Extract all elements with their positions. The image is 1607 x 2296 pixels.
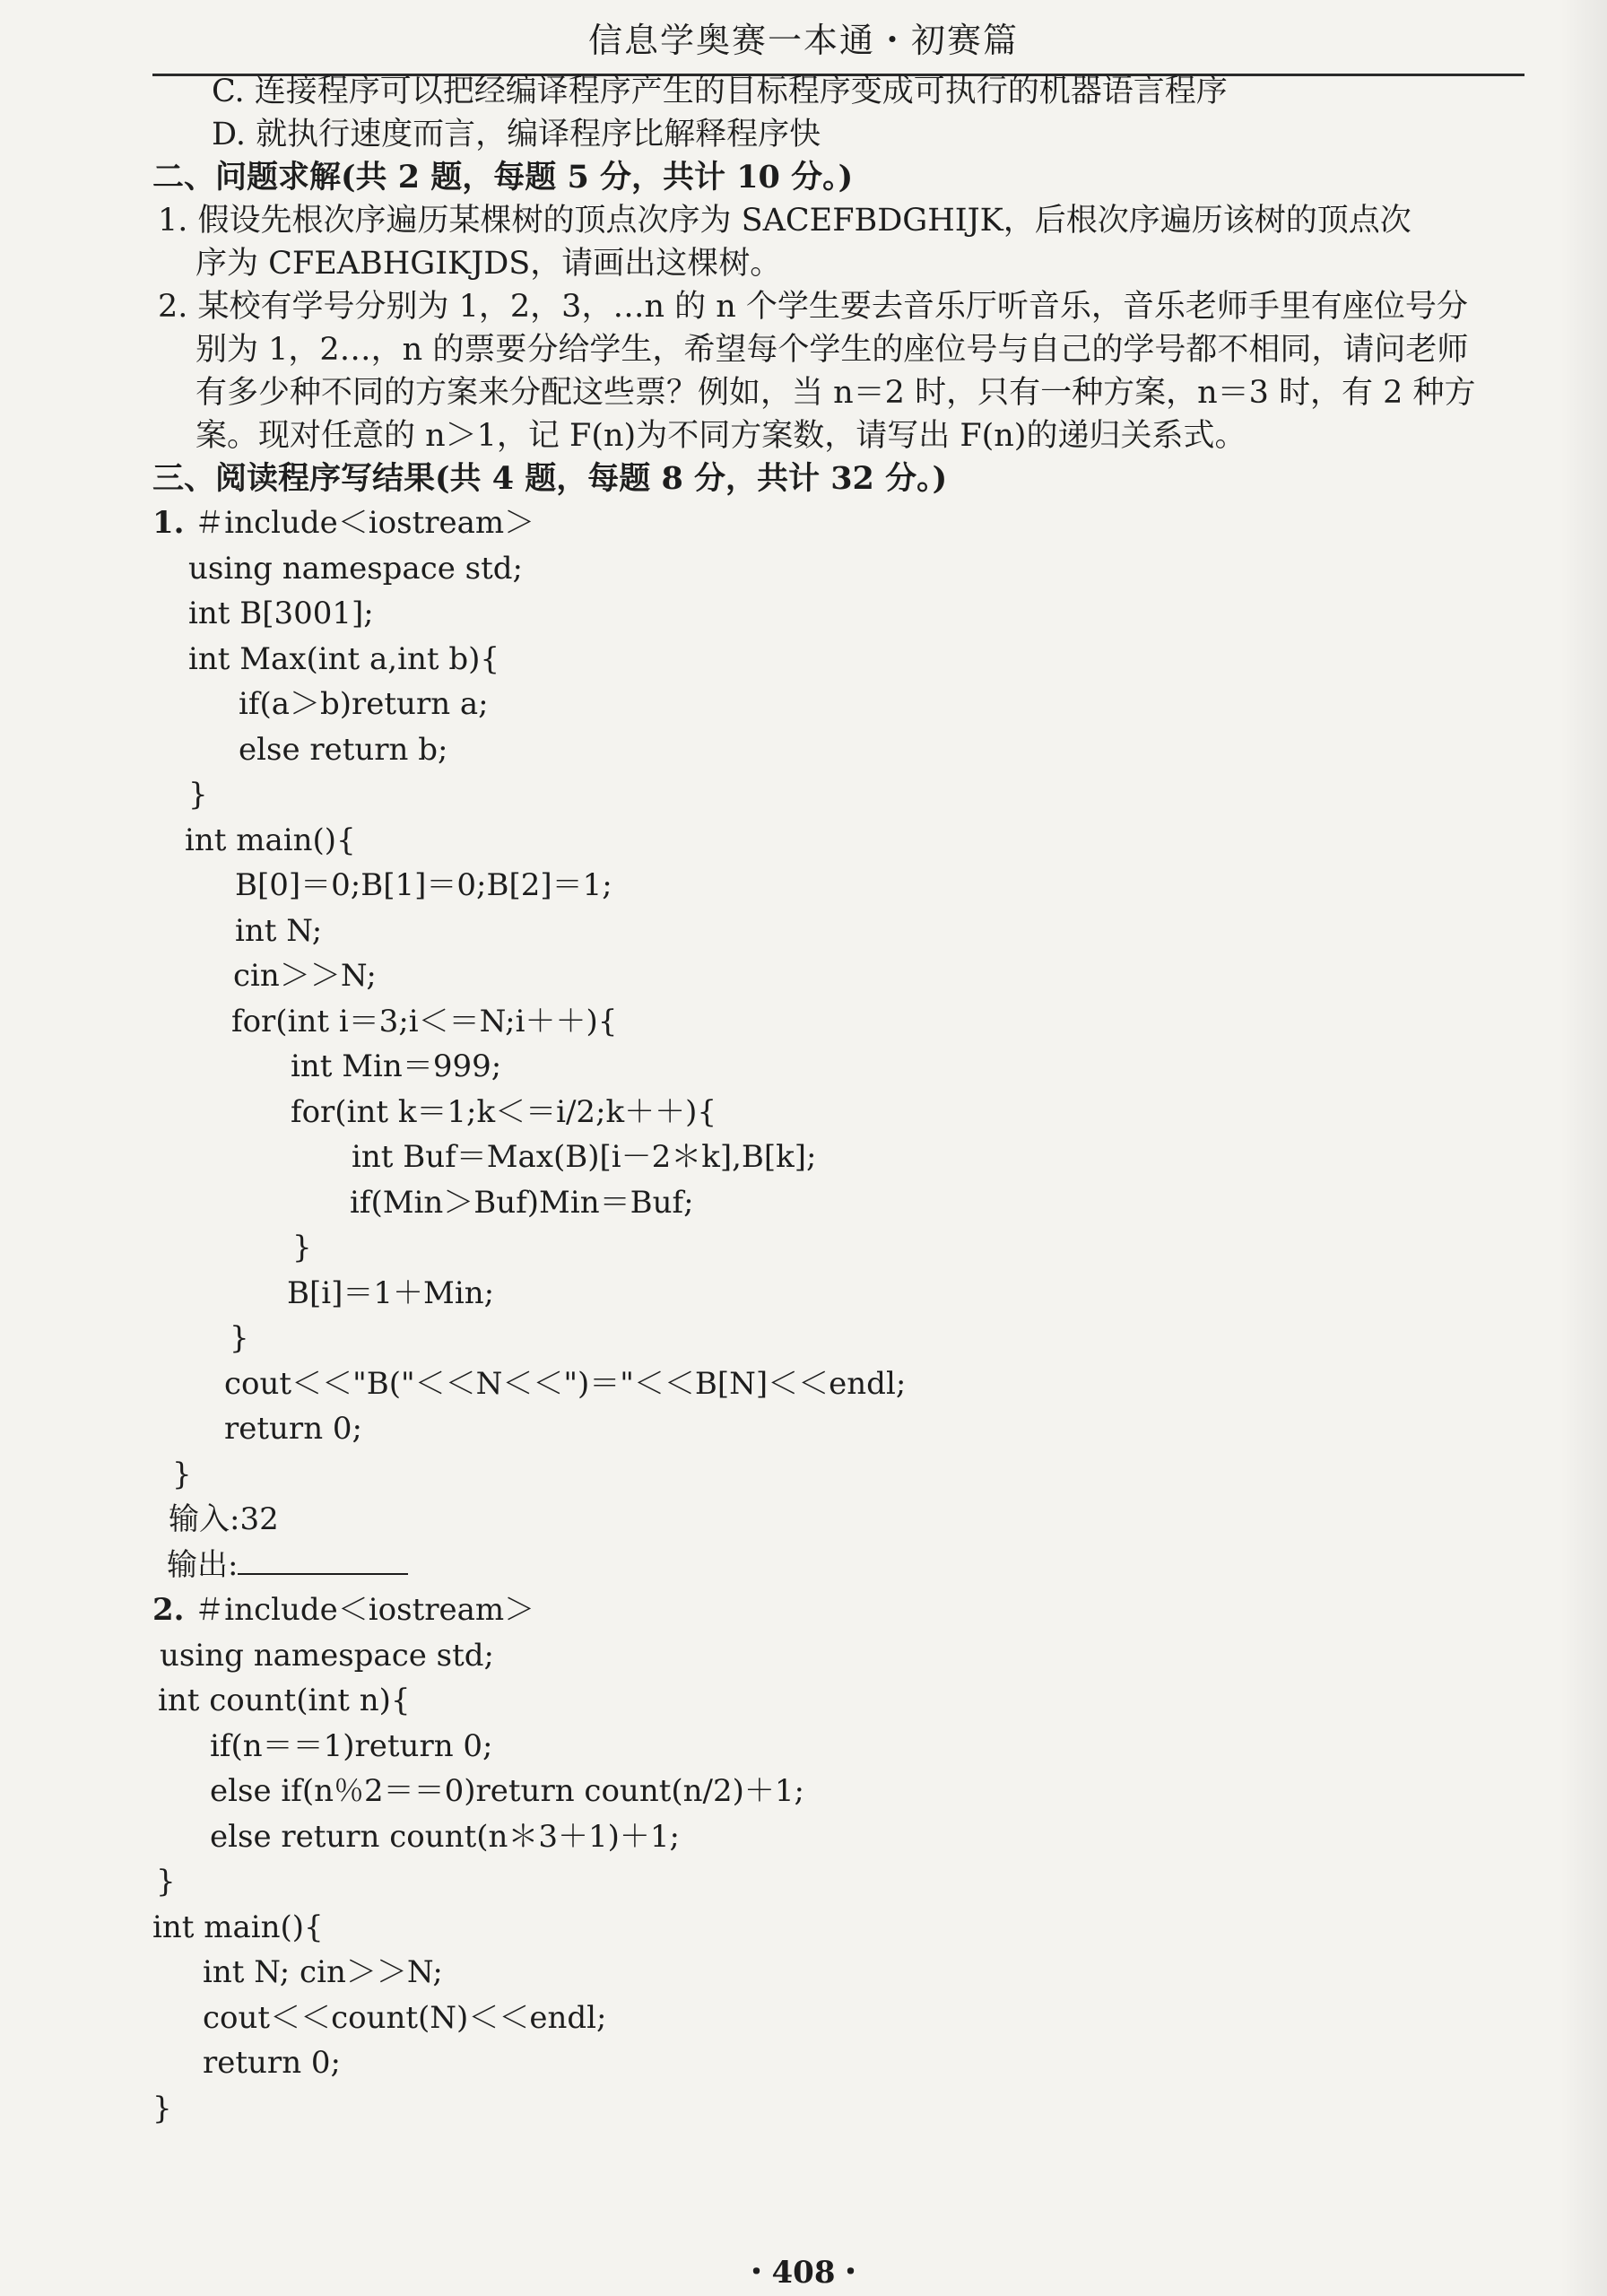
program-1-line: if(a＞b)return a; bbox=[239, 686, 489, 722]
option-d: D. 就执行速度而言，编译程序比解释程序快 bbox=[212, 117, 821, 152]
question-2-2-line-1: 2. 某校有学号分别为 1，2，3，…n 的 n 个学生要去音乐厅听音乐，音乐老师手里有座位号分 bbox=[158, 289, 1468, 325]
program-1-label: 1. bbox=[152, 505, 185, 541]
program-2-line: cout＜＜count(N)＜＜endl; bbox=[203, 1999, 607, 2036]
question-2-2-line-2: 别为 1，2…，n 的票要分给学生，希望每个学生的座位号与自己的学号都不相同，请问老师 bbox=[195, 332, 1469, 368]
program-1-line: } bbox=[188, 777, 208, 813]
section-2-title: 二、问题求解(共 2 题，每题 5 分，共计 10 分。) bbox=[152, 159, 854, 196]
program-1-line: int B[3001]; bbox=[188, 596, 374, 631]
program-2-line: else return count(n＊3＋1)＋1; bbox=[210, 1818, 681, 1855]
running-header: 信息学奥赛一本通・初赛篇 bbox=[587, 21, 1019, 60]
program-2-line: int main(){ bbox=[152, 1909, 324, 1945]
page-content bbox=[152, 70, 1524, 2131]
program-1-line: } bbox=[230, 1320, 249, 1356]
program-2-line: return 0; bbox=[203, 2045, 341, 2081]
output-label: 输出: bbox=[167, 1546, 239, 1583]
option-c: C. 连接程序可以把经编译程序产生的目标程序变成可执行的机器语言程序 bbox=[212, 74, 1228, 109]
program-1-line: } bbox=[172, 1456, 192, 1492]
program-2-line: } bbox=[156, 1864, 176, 1900]
program-1-line: B[i]＝1＋Min; bbox=[287, 1274, 495, 1311]
program-1-line: } bbox=[292, 1230, 312, 1265]
program-1-line: using namespace std; bbox=[188, 550, 524, 587]
code-text: ＃include＜iostream＞ bbox=[194, 1592, 535, 1628]
program-1-line: if(Min＞Buf)Min＝Buf; bbox=[350, 1184, 694, 1221]
program-2-line: using namespace std; bbox=[160, 1637, 495, 1674]
question-2-1-line-1: 1. 假设先根次序遍历某棵树的顶点次序为 SACEFBDGHIJK，后根次序遍历该树的顶点次 bbox=[158, 203, 1412, 239]
program-2-line bbox=[152, 1587, 1524, 1633]
program-1-line: int Max(int a,int b){ bbox=[188, 640, 499, 677]
program-2-label: 2. bbox=[152, 1592, 185, 1628]
code-text: ＃include＜iostream＞ bbox=[194, 505, 535, 541]
program-2-line: if(n＝＝1)return 0; bbox=[210, 1727, 493, 1764]
program-1-line: int N; bbox=[235, 912, 323, 949]
section-3-title: 三、阅读程序写结果(共 4 题，每题 8 分，共计 32 分。) bbox=[152, 460, 948, 497]
program-1-line: int main(){ bbox=[185, 822, 356, 858]
program-2-line: else if(n％2＝＝0)return count(n/2)＋1; bbox=[210, 1773, 804, 1809]
question-2-2-line-4: 案。现对任意的 n＞1，记 F(n)为不同方案数，请写出 F(n)的递归关系式。 bbox=[195, 418, 1247, 454]
question-2-1-line-2: 序为 CFEABHGIKJDS，请画出这棵树。 bbox=[195, 246, 782, 282]
program-1-line: int Min＝999; bbox=[291, 1048, 502, 1084]
page-edge-shadow bbox=[1560, 0, 1607, 2296]
program-1-line: return 0; bbox=[224, 1411, 362, 1447]
program-2-line: int N; cin＞＞N; bbox=[203, 1954, 443, 1990]
program-1-line: else return b; bbox=[239, 731, 448, 768]
program-1-line: B[0]＝0;B[1]＝0;B[2]＝1; bbox=[235, 867, 612, 903]
answer-blank bbox=[238, 1543, 408, 1575]
question-2-2-line-3: 有多少种不同的方案来分配这些票？例如，当 n＝2 时，只有一种方案，n＝3 时，有 2 种方 bbox=[195, 375, 1476, 411]
program-1-line bbox=[152, 500, 1524, 546]
program-1-line: for(int k＝1;k＜＝i/2;k＋＋){ bbox=[291, 1093, 717, 1130]
page-number: ・408・ bbox=[741, 2255, 866, 2291]
program-1-line: int Buf＝Max(B)[i－2＊k],B[k]; bbox=[352, 1139, 817, 1175]
program-1-line: cin＞＞N; bbox=[233, 958, 377, 994]
program-2-line: int count(int n){ bbox=[158, 1683, 411, 1718]
program-1-line: for(int i＝3;i＜＝N;i＋＋){ bbox=[231, 1003, 618, 1039]
program-2-line: } bbox=[152, 2090, 172, 2126]
program-1-line: cout＜＜"B("＜＜N＜＜")＝"＜＜B[N]＜＜endl; bbox=[224, 1365, 907, 1402]
program-1-output bbox=[152, 1543, 1524, 1588]
program-1-input: 输入:32 bbox=[169, 1501, 279, 1537]
